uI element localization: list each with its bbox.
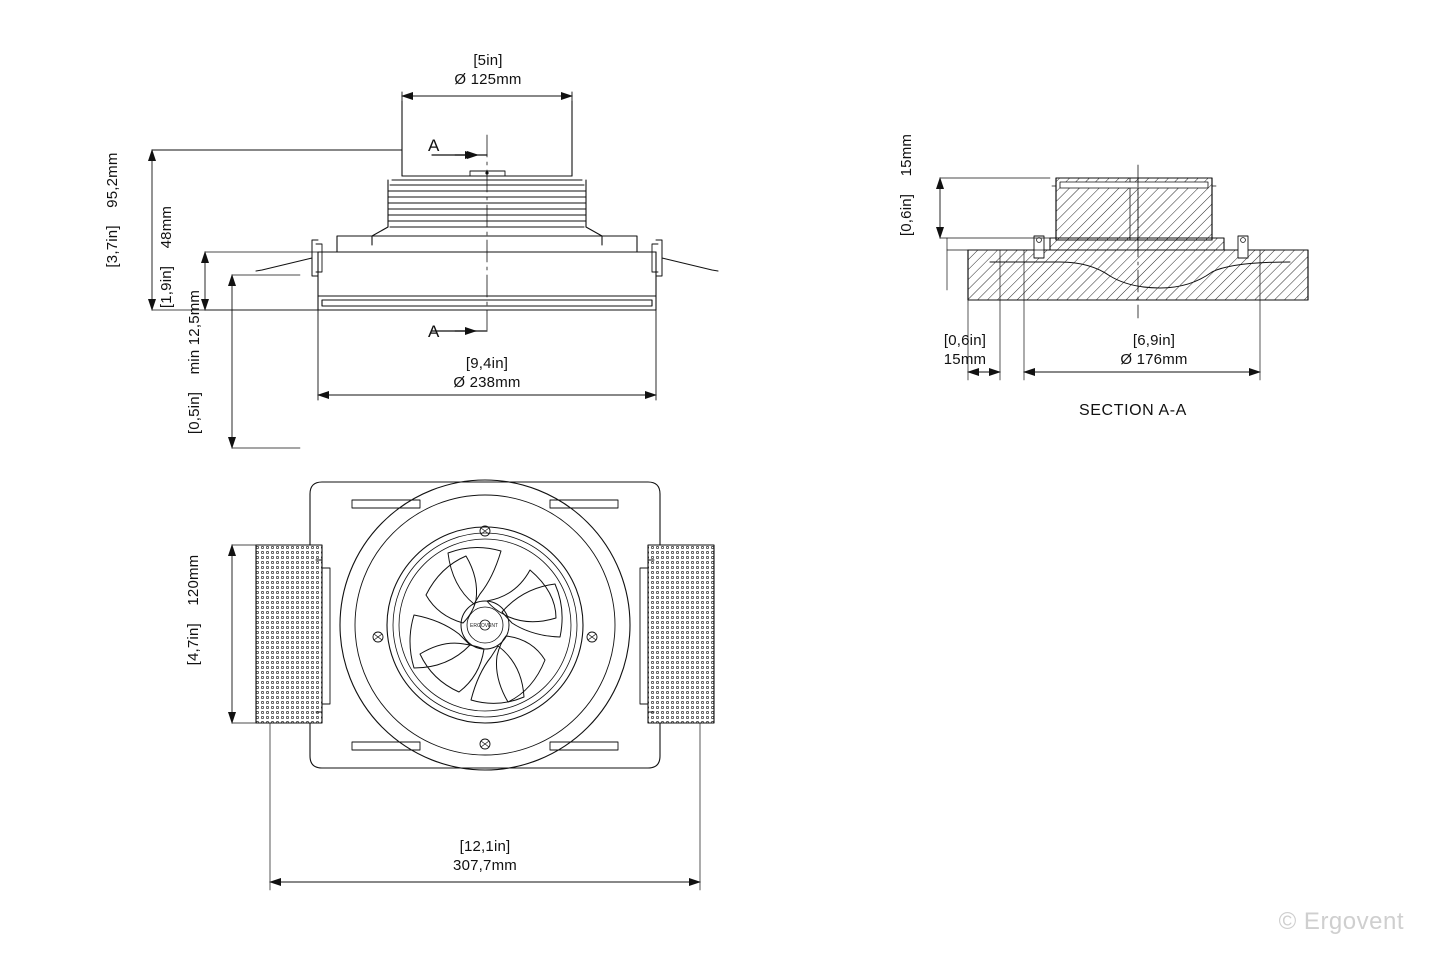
dim-cutout-diameter-metric: Ø 176mm bbox=[1120, 350, 1188, 368]
section-aa-geometry bbox=[968, 165, 1308, 318]
watermark: © Ergovent bbox=[1278, 908, 1404, 935]
front-elevation-geometry bbox=[256, 101, 718, 330]
dim-bracket-width-metric: 120mm bbox=[185, 554, 202, 606]
dim-body-height-inch: [1,9in] bbox=[158, 265, 175, 309]
dim-edge-offset-metric: 15mm bbox=[943, 350, 987, 368]
dim-overall-width-metric: 307,7mm bbox=[453, 856, 517, 874]
dim-cutout-diameter-inch: [6,9in] bbox=[1132, 332, 1176, 349]
dim-cutout-diameter bbox=[1062, 332, 1246, 370]
dim-min-clearance bbox=[186, 272, 205, 452]
dim-edge-offset bbox=[905, 332, 1025, 370]
section-letter-a-bottom: A bbox=[428, 322, 440, 341]
section-cut-line-aa bbox=[432, 155, 487, 331]
section-letter-a-top: A bbox=[428, 136, 440, 155]
dim-flange-thickness bbox=[898, 130, 917, 240]
dim-overall-width bbox=[395, 838, 575, 876]
dim-body-diameter-metric: Ø 238mm bbox=[453, 373, 521, 391]
dim-bracket-width bbox=[185, 535, 204, 685]
dim-overall-height-metric: 95,2mm bbox=[104, 152, 121, 208]
dim-body-diameter bbox=[400, 355, 574, 393]
dim-overall-width-inch: [12,1in] bbox=[459, 838, 511, 855]
dim-min-clearance-inch: [0,5in] bbox=[186, 391, 203, 435]
front-view-dimension-lines bbox=[152, 92, 656, 448]
dim-collar-diameter-inch: [5in] bbox=[473, 52, 503, 69]
dim-body-height-metric: 48mm bbox=[158, 205, 175, 249]
dim-flange-thickness-inch: [0,6in] bbox=[898, 193, 915, 237]
dim-body-diameter-inch: [9,4in] bbox=[465, 355, 509, 372]
dim-overall-height-inch: [3,7in] bbox=[104, 225, 121, 268]
dim-body-height bbox=[158, 192, 177, 322]
hub-brand-text: ERGOVENT bbox=[470, 623, 499, 629]
dim-min-clearance-metric: min 12,5mm bbox=[186, 289, 203, 375]
section-aa-label: SECTION A-A bbox=[1079, 402, 1187, 419]
dim-overall-height bbox=[104, 120, 123, 300]
dim-collar-diameter bbox=[406, 52, 570, 90]
dim-edge-offset-inch: [0,6in] bbox=[943, 332, 987, 349]
dim-bracket-width-inch: [4,7in] bbox=[185, 623, 202, 666]
dim-flange-thickness-metric: 15mm bbox=[898, 133, 915, 177]
dim-collar-diameter-metric: Ø 125mm bbox=[454, 70, 522, 88]
